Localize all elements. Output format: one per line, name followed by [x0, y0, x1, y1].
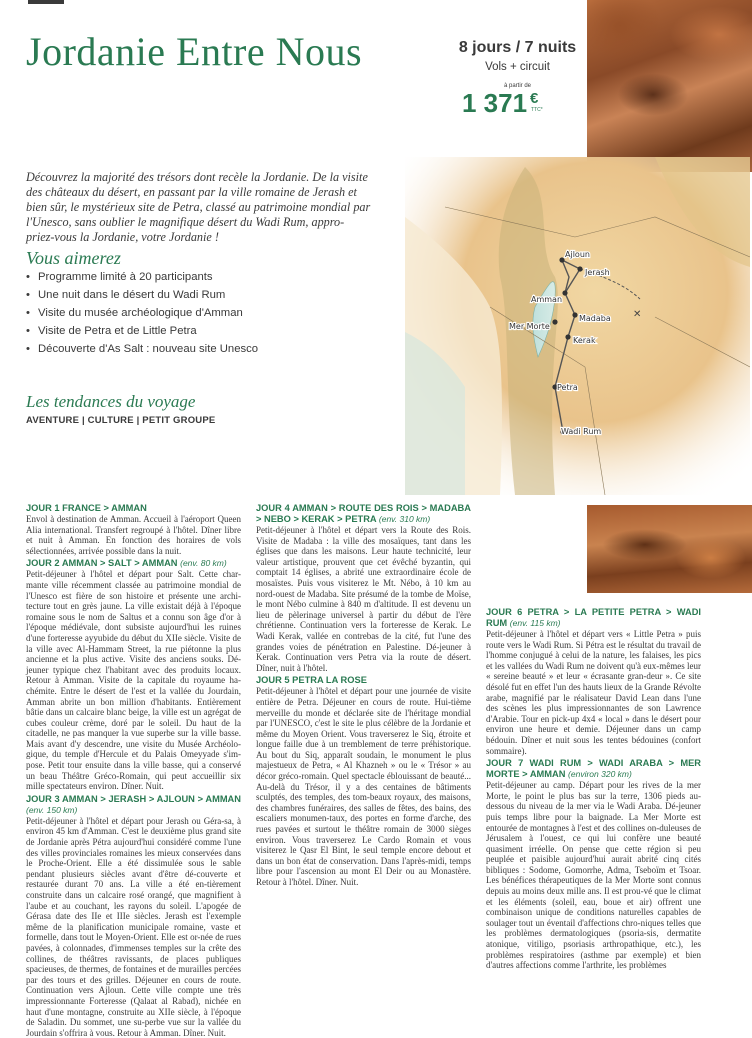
map-label-ajloun: Ajloun [565, 250, 590, 259]
price-label: à partir de [503, 83, 531, 89]
day-5-title: JOUR 5 PETRA LA ROSE [256, 675, 367, 686]
page-title: Jordanie Entre Nous [26, 29, 363, 74]
day-7-text: Petit-déjeuner au camp. Départ pour les rives de la mer Morte, le point le plus bas sur la terre, 1306 pieds au-dessous du niveau de la mer via le Wadi Araba. Dé-jeuner puis temps libre pour la baignade. La Mer Morte est entourée de montagnes à l'est et des collines on-duleuses de Jérusalem à l'ouest, ce qui lui confère une beauté quasiment irréelle. On pense que cette région si peu peuplée et paisible aujourd'hui aurait abrité cinq cités bibliques : Sodome, Gomorrhe, Adma, Tseboïm et Tsoar. Les bénéfices thérapeutiques de la Mer Morte sont connus depuis au moins deux mille ans. Il est prou-vé que le climat et les éléments (soleil, eau, boue et air) offrent une combinaison unique de conditions naturelles capables de soulager tout un éventail d'affections chro-niques telles que les problèmes dermatologiques (psoria-sis, dermatite atonique, vitiligo, psoriasis arthropathique, etc.), les problèmes respiratoires (asthme par exemple) et bien d'autres affections comme l'arthrite, les problèmes [486, 780, 701, 971]
day-3-text: Petit-déjeuner à l'hôtel et départ pour Jerash ou Géra-sa, à environ 45 km d'Amman. C'est le deuxième plus grand site de Jordanie après Pétra aujourd'hui considéré comme l'une des villes provinciales romaines les mieux conservées dans le Proche-Orient. Elle a été dissimulée sous le sable pendant plusieurs siècles avant d'être dé-couverte et restaurée durant 70 ans. La ville a été en-tièrement construite dans un calcaire rosé orangé, que magnifient à l'aube et au couchant, les rayons du soleil. L'apogée de Gérasa date des IIe et IIIe siècles. Jerash est l'exemple même de la planification municipale romaine, vaste et formelle, dans tout le Moyen-Orient. Elle est or-née de rues pavées, à colonnades, d'immenses temples sur la crête des collines, de théâtres ravissants, de places publiques spacieuses, de thermes, de fontaines et de murailles percées par des tours et des grilles. Déjeuner en cours de route. Continuation vers Ajloun. Cette ville compte une très impressionnante Forteresse (Qalaat al Rabad), nichée en haut d'une montagne, construite au XIIe siècle, à l'époque de Saladin. Du sommet, une su-perbe vue sur la vallée du Jourdain s'offrira à vous. Retour à Amman. Dîner. Nuit. [26, 815, 241, 1038]
tendances-tags: AVENTURE | CULTURE | PETIT GROUPE [26, 415, 216, 426]
vous-aimerez-heading: Vous aimerez [26, 248, 121, 268]
day-4-title: JOUR 4 AMMAN > ROUTE DES ROIS > MADABA > NEBO > KERAK > PETRA (env. 310 km) [256, 503, 471, 524]
intro-text: Découvrez la majorité des trésors dont recèle la Jordanie. De la visite des châteaux du désert, en passant par la ville romaine de Jerash et bien sûr, le mystérieux site de Petra, classé au patrimoine mondial par l'Unesco, sans oublier le magnifique désert du Wadi Rum, appro-priez-vous la Jordanie, votre Jordanie ! [26, 170, 371, 244]
list-item: • Découverte d'As Salt : nouveau site Unesco [26, 340, 376, 358]
vous-aimerez-list [26, 268, 376, 358]
map-label-kerak: Kerak [573, 336, 596, 345]
map-label-petra: Petra [557, 383, 578, 392]
day-2-title: JOUR 2 AMMAN > SALT > AMMAN (env. 80 km) [26, 558, 227, 569]
desert-photo-bottom [587, 505, 752, 593]
day-3-title: JOUR 3 AMMAN > JERASH > AJLOUN > AMMAN (env. 150 km) [26, 793, 241, 815]
itinerary-column-3 [486, 607, 701, 971]
day-2-text: Petit-déjeuner à l'hôtel et départ pour Salt. Cette char-mante ville récemment classée au patrimoine mondial de l'Unesco est fière de son histoire et présente une archi-tecture tout en grès jaune. La ville existait déjà à l'époque romaine sous le nom de Saltus et a connu son âge d'or à l'époque médiévale, dont subsiste aujourd'hui les ruines d'une forteresse ayyubide du début du XIIe siècle. Visite de la ville avec Al-Hammam Street, la rue piétonne la plus ancienne et la plus active. Visite des anciens souks. Dé-jeuner typique chez l'habitant avec des produits locaux. Retour à Amman. Visite de la capitale du royaume ha-chémite. Entre le désert de l'est et la vallée du Jourdain, Amman abrite un bon million d'habitants. Entièrement bâtie dans un calcaire blanc beige, la ville est un agrégat de cubes couleur crème, doré par le soleil. Du haut de la citadelle, ne pas manquer la vue superbe sur la ville basse. Mais avant d'y descendre, une visite du Musée Archéolo-gique, du temple d'Hercule et du Palais Omeyyade s'im-pose. Petit tour ensuite dans la ville basse, qui a conservé un beau Théâtre Gréco-Romain, qui peut accueillir six mille spectateurs environ. Dîner. Nuit. [26, 569, 241, 792]
map-label-madaba: Madaba [579, 314, 611, 323]
bullet-icon: • [26, 289, 30, 301]
bullet-icon: • [26, 271, 30, 283]
list-item: • Visite du musée archéologique d'Amman [26, 304, 376, 322]
city-dot-amman [562, 290, 567, 295]
price-block [462, 88, 582, 120]
price-currency: € [530, 90, 539, 107]
bullet-icon: • [26, 307, 30, 319]
itinerary-column-1 [26, 503, 241, 1038]
trip-duration: 8 jours / 7 nuits [458, 39, 577, 56]
map-label-wadi-rum: Wadi Rum [561, 427, 602, 436]
city-dot-mer-morte [552, 319, 557, 324]
day-6-text: Petit-déjeuner à l'hôtel et départ vers « Little Petra » puis route vers le Wadi Rum. Si Pétra est le résultat du travail de l'homme conjugué à celui de la nature, les falaises, les pics et les vallées du Wadi Rum ne doivent qu'à eux-mêmes leur « sereine beauté » et leur « écrasante gran-deur ». Ce site désolé fut en effet l'un des hauts lieux de la Grande Révolte arabe, magnifié par le réalisateur David Lean dans l'une des scènes les plus impressionnantes de son Lawrence d'Arabie. Tour en pick-up 4x4 « local » dans le désert pour environ une heure et demie. Déjeuner dans un camp bédouin. Dîner et nuit sous les tentes bédouines (confort sommaire). [486, 629, 701, 756]
price-tax-note: TTC* [531, 107, 543, 113]
day-4-text: Petit-déjeuner à l'hôtel et départ vers la Route des Rois. Visite de Madaba : la ville des mosaïques, tant dans les églises que dans les maisons. Leur haute technicité, leur valeur artistique, prouvent que cet évêché byzantin, qui comptait 14 églises, a abrité une extraordinaire école de mosaïstes. Puis vous visiterez le Mt. Nébo, à 10 km au nord-ouest de Madaba. Site présumé de la tombe de Moïse, le mont Nébo culmine à 840 m d'altitude. Il est devenu un lieu de pèlerinage universel à partir du début de l'ère chrétienne. Continuation vers la forteresse de Kerak. Le Wadi Kerak, vallée en contrebas de la cité, fut l'une des grandes voies de pénétration en Palestine. Dé-jeuner à Kerak. Continuation vers Petra via la route de désert. Dîner, nuit à l'hôtel. [256, 525, 471, 673]
day-7-title: JOUR 7 WADI RUM > WADI ARABA > MER MORTE > AMMAN (environ 320 km) [486, 758, 701, 780]
map-label-jerash: Jerash [585, 268, 610, 277]
bullet-icon: • [26, 343, 30, 355]
bullet-icon: • [26, 325, 30, 337]
top-divider [28, 0, 64, 4]
list-item: • Programme limité à 20 participants [26, 268, 376, 286]
map-label-mer-morte: Mer Morte [509, 322, 550, 331]
route-map [405, 157, 750, 495]
price-value: 1 371 [462, 88, 528, 118]
itinerary-column-2 [256, 503, 471, 888]
list-item: • Une nuit dans le désert du Wadi Rum [26, 286, 376, 304]
castle-marker-icon: ✕ [633, 309, 642, 320]
day-1-title: JOUR 1 FRANCE > AMMAN [26, 503, 147, 513]
day-6-title: JOUR 6 PETRA > LA PETITE PETRA > WADI RUM (env. 115 km) [486, 607, 701, 628]
trip-included: Vols + circuit [485, 61, 550, 73]
list-item: • Visite de Petra et de Little Petra [26, 322, 376, 340]
day-1-text: Envol à destination de Amman. Accueil à l'aéroport Queen Alia international. Transfert regroupé à l'hôtel. Dîner libre et nuit à Amman. En fonction des horaires de vols sélectionnées, arrivée possible dans la nuit. [26, 514, 241, 556]
desert-photo-top [587, 0, 752, 172]
city-dot-madaba [572, 312, 577, 317]
city-dot-jerash [577, 266, 582, 271]
tendances-heading: Les tendances du voyage [26, 392, 196, 411]
day-5-text: Petit-déjeuner à l'hôtel et départ pour une journée de visite entière de Petra. Déjeuner en cours de route. Hui-tième merveille du monde et déclarée site de l'héritage mondial par l'UNESCO, c'est le site le plus célèbre de la Jordanie et même du Moyen Orient. Vous traverserez le Siq, étroite et longue faille due à un tremblement de terre préhistorique. Au bout du Siq, apparaît soudain, le monument le plus majestueux de Petra, « Al Khazneh » ou le « Trésor » au décor gréco-romain. Quel spectacle éblouissant de beauté... Au-delà du Trésor, il y a des centaines de bâtiments sculptés, des temples, des tom-beaux royaux, des maisons, des chambres funéraires, des salles de fêtes, des bains, des escaliers monumen-taux, des portes en forme d'arche, des rues pavées et surtout le théâtre romain de 3000 sièges environ. Vous traverserez Le Cardo Romain et vous visiterez le Qasr El Bint, le seul temple encore debout et dans un bon état de conservation. Dans l'après-midi, temps libre pour l'ascension au mont El Deir ou au Monastère. Retour à l'hôtel. Dîner. Nuit. [256, 686, 471, 887]
city-dot-ajloun [559, 257, 564, 262]
map-label-amman: Amman [531, 295, 563, 304]
city-dot-kerak [565, 334, 570, 339]
